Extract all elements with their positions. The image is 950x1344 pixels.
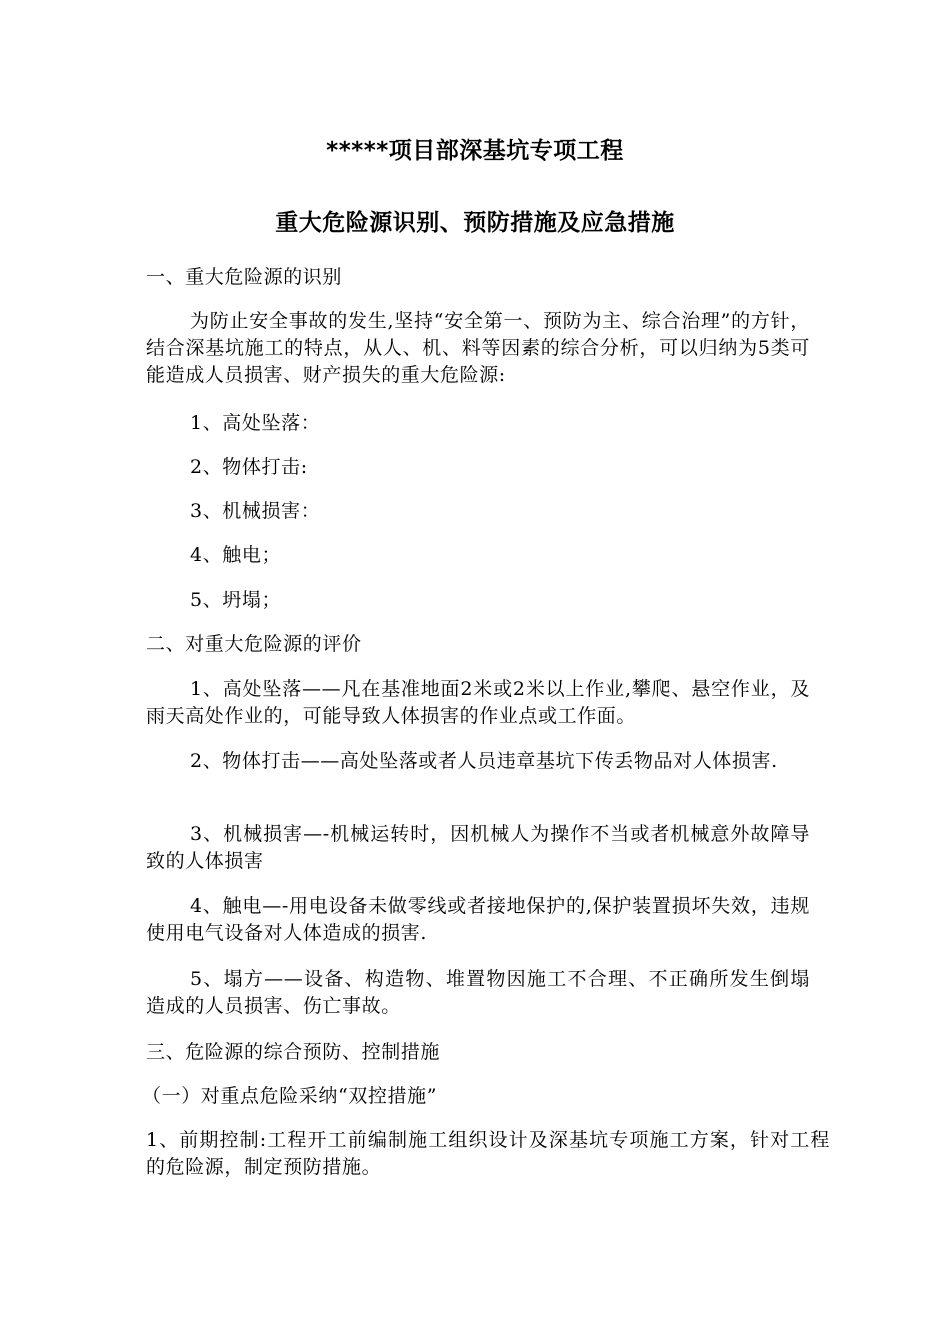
hazard-list-item: 4、触电；: [190, 544, 282, 566]
evaluation-paragraph: 3、机械损害—-机械运转时，因机械人为操作不当或者机械意外故障导致的人体损害: [146, 823, 810, 872]
evaluation-paragraph: 4、触电—-用电设备未做零线或者接地保护的,保护装置损坏失效，违规使用电气设备对人体造成的损害.: [146, 895, 810, 944]
document-title-line-2: 重大危险源识别、预防措施及应急措施: [275, 210, 675, 236]
evaluation-paragraph: 2、物体打击——高处坠落或者人员违章基坑下传丢物品对人体损害.: [190, 750, 778, 772]
hazard-list-item: 1、高处坠落：: [190, 412, 321, 434]
section-1-heading: 一、重大危险源的识别: [146, 266, 343, 288]
evaluation-paragraph: 5、塌方——设备、构造物、堆置物因施工不合理、不正确所发生倒塌造成的人员损害、伤亡事故。: [146, 968, 810, 1017]
section-3-heading: 三、危险源的综合预防、控制措施: [146, 1041, 441, 1063]
hazard-list-item: 3、机械损害：: [190, 500, 321, 522]
hazard-list-item: 5、坍塌；: [190, 589, 282, 611]
document-title-line-1: *****项目部深基坑专项工程: [326, 138, 624, 164]
section-3-subheading: （一）对重点危险采纳“双控措施”: [142, 1085, 438, 1107]
hazard-list-item: 2、物体打击:: [190, 456, 308, 478]
section-3-item-1: 1、前期控制:工程开工前编制施工组织设计及深基坑专项施工方案，针对工程的危险源，制定预防措施。: [146, 1129, 830, 1178]
section-1-intro: 为防止安全事故的发生,坚持“安全第一、预防为主、综合治理”的方针，结合深基坑施工的特点，从人、机、料等因素的综合分析，可以归纳为5类可能造成人员损害、财产损失的重大危险源:: [146, 310, 810, 386]
section-2-heading: 二、对重大危险源的评价: [146, 633, 362, 655]
evaluation-paragraph: 1、高处坠落——凡在基准地面2米或2米以上作业,攀爬、悬空作业，及雨天高处作业的，可能导致人体损害的作业点或工作面。: [146, 678, 810, 727]
